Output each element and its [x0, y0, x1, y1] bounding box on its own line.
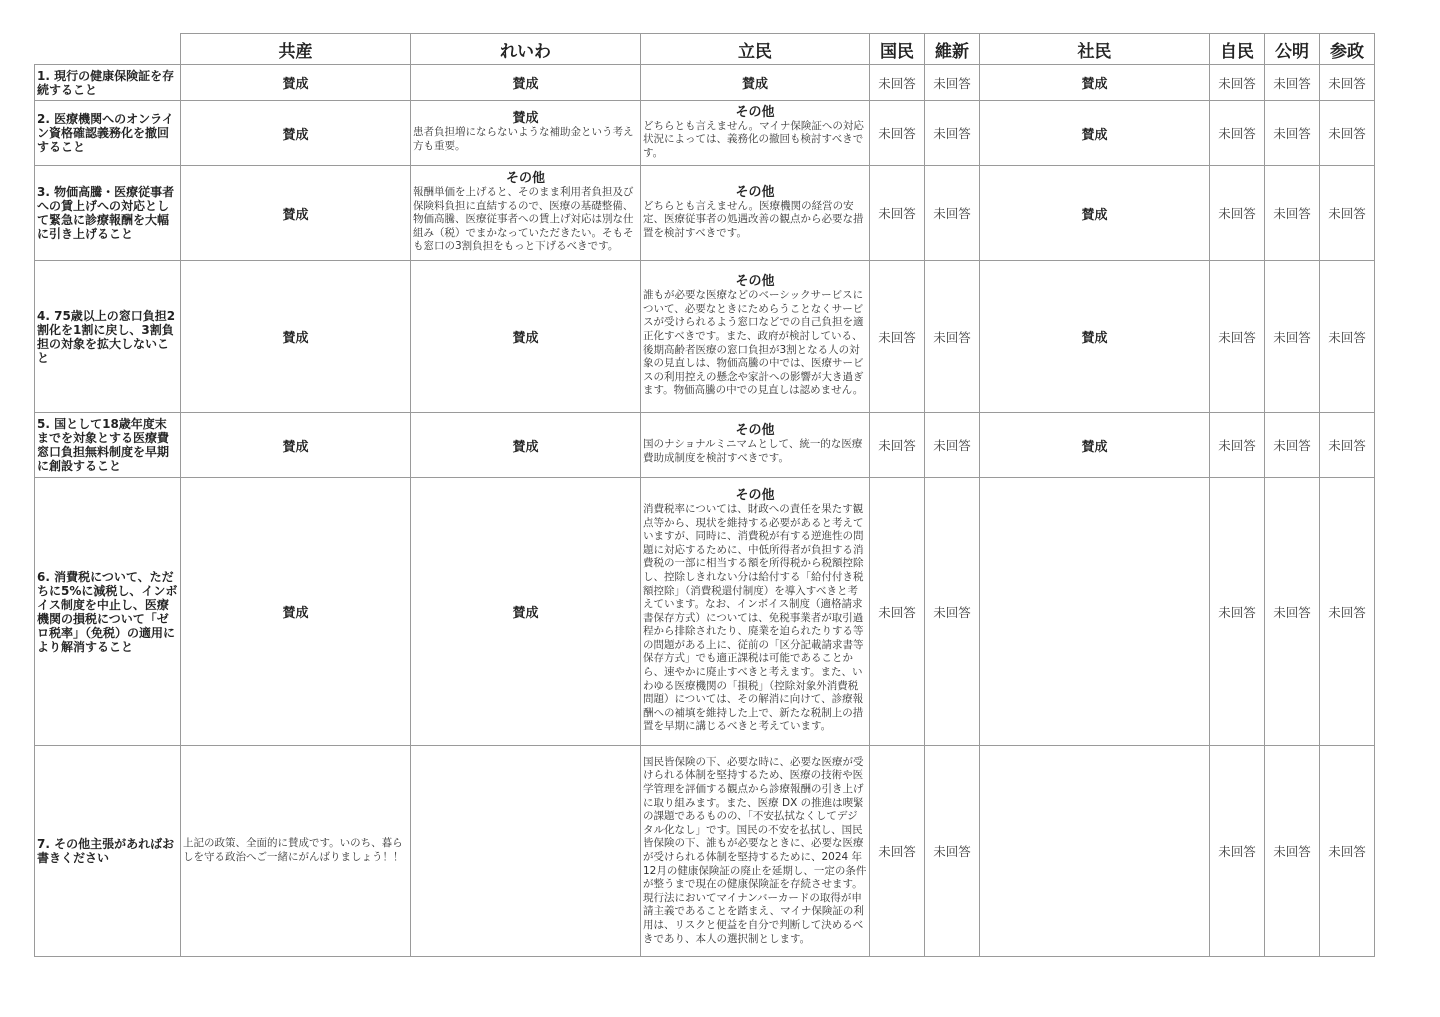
corner-cell: [35, 34, 181, 65]
answer-cell: [1320, 413, 1375, 478]
answer-cell: [411, 261, 641, 413]
question-text: その他主張があればお書きください: [37, 837, 175, 865]
answer-cell: [925, 65, 980, 101]
no-answer-label: 未回答: [933, 329, 971, 345]
no-answer-label: 未回答: [1273, 604, 1311, 620]
stance-comment: 国のナショナルミニマムとして、統一的な医療費助成制度を検討すべきです。: [643, 438, 863, 464]
answer-cell: [1320, 478, 1375, 746]
free-comment-cell: 国民皆保険の下、必要な時に、必要な医療が受けられる体制を堅持するため、医療の技術や医学管理を評価する観点から診療報酬の引き上げに取り組みます。また、医療 DX の推進は喫緊の課題であるものの、「不安払拭なくしてデジタル化なし」です。国民の不安を払拭し、国民皆保険の下、誰もが必要なときに、必要な医療が受けられる体制を堅持するために、2024 年 12月の健康保険証の廃止を延期し、一定の条件が整うまで現在の健康保険証を存続させます。現行法においてマイナンバーカードの取得が申請主義であることを踏まえ、マイナ保険証の利用は、リスクと便益を自分で判断して決めるべきであり、本人の選択制とします。: [641, 746, 870, 957]
question-cell: [35, 478, 181, 746]
no-answer-label: 未回答: [933, 438, 971, 453]
stance-label: 賛成: [1081, 439, 1108, 455]
question-cell: [35, 746, 181, 957]
answer-cell: [870, 101, 925, 166]
stance-comment: 誰もが必要な医療などのベーシックサービスについて、必要なときにためらうことなくサービスが受けられるよう窓口などでの自己負担を適正化すべきです。また、政府が検討している、後期高齢者医療の窓口負担が3割となる人の対象の見直しは、物価高騰の中では、医療サービスの利用控えの懸念や家計への影響が大き過ぎます。物価高騰の中での見直しは認めません。: [643, 289, 864, 397]
no-answer-label: 未回答: [933, 206, 971, 221]
answer-cell: [1210, 261, 1265, 413]
answer-cell: [181, 478, 411, 746]
stance-label: 賛成: [1081, 77, 1108, 92]
answer-cell: [870, 166, 925, 261]
stance-label: 賛成: [512, 439, 539, 455]
answer-cell: [870, 746, 925, 957]
no-answer-label: 未回答: [1218, 604, 1256, 620]
stance-label: その他: [735, 423, 775, 439]
question-number: 6.: [37, 569, 50, 584]
no-answer-label: 未回答: [1218, 126, 1256, 141]
no-answer-label: 未回答: [1218, 844, 1256, 859]
answer-cell: [641, 478, 870, 746]
stance-label: 賛成: [282, 331, 309, 346]
party-header: 参政: [1320, 34, 1375, 65]
answer-cell: [181, 101, 411, 166]
question-number: 2.: [37, 112, 50, 126]
question-cell: [35, 261, 181, 413]
no-answer-label: 未回答: [878, 75, 916, 91]
stance-comment: どちらとも言えません。マイナ保険証への対応状況によっては、義務化の撤回も検討すべきです。: [643, 119, 864, 159]
party-header: 自民: [1210, 34, 1265, 65]
answer-cell: [1265, 413, 1320, 478]
answer-cell: [181, 166, 411, 261]
answer-cell: [181, 65, 411, 101]
answer-cell: [1265, 101, 1320, 166]
no-answer-label: 未回答: [1218, 329, 1256, 345]
no-answer-label: 未回答: [878, 126, 916, 141]
answer-cell: [870, 413, 925, 478]
question-row: [35, 746, 1375, 957]
stance-label: その他: [735, 274, 775, 290]
stance-label: 賛成: [282, 606, 309, 621]
no-answer-label: 未回答: [933, 604, 971, 620]
answer-cell: [1210, 478, 1265, 746]
question-row: [35, 478, 1375, 746]
stance-label: その他: [735, 104, 775, 120]
answer-cell: [411, 166, 641, 261]
question-cell: [35, 101, 181, 166]
stance-comment: 報酬単価を上げると、そのまま利用者負担及び保険料負担に直結するので、医療の基礎整備、物価高騰、医療従事者への賃上げ対応は別な仕組み（税）でまかなっていただきたい。そもそも窓口の3割負担をもっと下げるべきです。: [413, 186, 634, 253]
no-answer-label: 未回答: [878, 844, 916, 859]
answer-cell: [925, 746, 980, 957]
question-text: 医療機関へのオンライン資格確認義務化を撤回すること: [37, 112, 174, 154]
no-answer-label: 未回答: [1328, 329, 1366, 345]
question-number: 3.: [37, 185, 50, 199]
answer-cell: [1320, 65, 1375, 101]
answer-cell: [980, 65, 1210, 101]
no-answer-label: 未回答: [1273, 329, 1311, 345]
no-answer-label: 未回答: [1273, 126, 1311, 141]
free-comment-cell: [980, 746, 1210, 957]
no-answer-label: 未回答: [1328, 844, 1366, 859]
no-answer-label: 未回答: [1328, 206, 1366, 221]
answer-cell: [870, 65, 925, 101]
stance-label: 賛成: [282, 207, 309, 223]
stance-label: 賛成: [282, 439, 309, 455]
free-comment-cell: 上記の政策、全面的に賛成です。いのち、暮らしを守る政治へご一緒にがんばりましょう！！: [181, 746, 411, 957]
party-header: 公明: [1265, 34, 1320, 65]
party-header: 国民: [870, 34, 925, 65]
answer-cell: [1320, 101, 1375, 166]
no-answer-label: 未回答: [1273, 438, 1311, 453]
question-text: 物価高騰・医療従事者への賃上げへの対応として緊急に診療報酬を大幅に引き上げること: [37, 185, 175, 241]
no-answer-label: 未回答: [933, 844, 971, 859]
answer-cell: [641, 101, 870, 166]
answer-cell: [925, 261, 980, 413]
answer-cell: [641, 261, 870, 413]
stance-label: その他: [735, 184, 775, 200]
answer-cell: [1265, 261, 1320, 413]
answer-cell: [980, 101, 1210, 166]
answer-cell: [1265, 65, 1320, 101]
policy-survey-table: [34, 33, 1375, 957]
stance-comment: 患者負担増にならないような補助金という考え方も重要。: [413, 126, 634, 152]
answer-cell: [925, 478, 980, 746]
stance-label: 賛成: [512, 331, 539, 346]
answer-cell: [925, 101, 980, 166]
stance-label: 賛成: [741, 77, 768, 92]
party-header-row: [35, 34, 1375, 65]
stance-label: 賛成: [1081, 331, 1108, 346]
no-answer-label: 未回答: [1218, 438, 1256, 453]
answer-cell: [980, 261, 1210, 413]
answer-cell: [925, 413, 980, 478]
answer-cell: [641, 413, 870, 478]
no-answer-label: 未回答: [1328, 438, 1366, 453]
question-text: 消費税について、ただちに5%に減税し、インボイス制度を中止し、医療機関の損税について「ゼロ税率」（免税）の適用により解消すること: [37, 569, 178, 654]
answer-cell: [980, 413, 1210, 478]
no-answer-label: 未回答: [878, 604, 916, 620]
answer-cell: [181, 261, 411, 413]
stance-comment: どちらとも言えません。医療機関の経営の安定、医療従事者の処遇改善の観点から必要な措置を検討すべきです。: [643, 199, 864, 239]
party-header: 立民: [641, 34, 870, 65]
question-cell: [35, 413, 181, 478]
question-text: 75歳以上の窓口負担2割化を1割に戻し、3割負担の対象を拡大しないこと: [37, 308, 176, 365]
stance-label: 賛成: [282, 77, 309, 92]
survey-body: [35, 65, 1375, 957]
answer-cell: [411, 101, 641, 166]
party-header: 共産: [181, 34, 411, 65]
answer-cell: [870, 261, 925, 413]
stance-label: 賛成: [1081, 127, 1108, 143]
question-row: [35, 101, 1375, 166]
stance-comment: 消費税率については、財政への責任を果たす観点等から、現状を維持する必要があると考えていますが、同時に、消費税が有する逆進性の問題に対応するために、中低所得者が負担する消費税の一部に相当する額を所得税から税額控除し、控除しきれない分は給付する「給付付き税額控除」（消費税還付制度）を導入すべきと考えています。なお、インボイス制度（適格請求書保存方式）については、免税事業者が取引過程から排除されたり、廃業を迫られたりする等の問題がある上に、従前の「区分記載請求書等保存方式」でも適正課税は可能であることから、速やかに廃止すべきと考えます。また、いわゆる医療機関の「損税」（控除対象外消費税問題）については、その解消に向けて、診療報酬への補填を維持した上で、新たな税制上の措置を早期に講じるべきと考えています。: [643, 502, 864, 733]
no-answer-label: 未回答: [1218, 75, 1256, 91]
question-text: 現行の健康保険証を存続すること: [37, 68, 175, 97]
answer-cell: [181, 413, 411, 478]
stance-label: 賛成: [512, 606, 539, 621]
answer-cell: [980, 166, 1210, 261]
question-number: 4.: [37, 308, 50, 323]
answer-cell: [1210, 65, 1265, 101]
answer-cell: [1265, 166, 1320, 261]
question-number: 1.: [37, 68, 50, 83]
no-answer-label: 未回答: [933, 126, 971, 141]
party-header: 維新: [925, 34, 980, 65]
answer-cell: [641, 65, 870, 101]
free-comment-cell: [411, 746, 641, 957]
stance-label: 賛成: [512, 77, 539, 92]
answer-cell: [925, 166, 980, 261]
no-answer-label: 未回答: [933, 75, 971, 91]
stance-label: 賛成: [282, 127, 309, 143]
answer-cell: [980, 478, 1210, 746]
stance-label: 賛成: [1081, 207, 1108, 223]
question-cell: [35, 166, 181, 261]
answer-cell: [411, 478, 641, 746]
question-number: 5.: [37, 417, 50, 431]
no-answer-label: 未回答: [1273, 75, 1311, 91]
no-answer-label: 未回答: [878, 438, 916, 453]
question-text: 国として18歳年度末までを対象とする医療費窓口負担無料制度を早期に創設すること: [37, 417, 170, 473]
answer-cell: [1210, 746, 1265, 957]
question-number: 7.: [37, 837, 50, 851]
answer-cell: [870, 478, 925, 746]
question-row: [35, 65, 1375, 101]
answer-cell: [411, 413, 641, 478]
answer-cell: [1265, 746, 1320, 957]
no-answer-label: 未回答: [1328, 604, 1366, 620]
no-answer-label: 未回答: [1273, 206, 1311, 221]
no-answer-label: 未回答: [1218, 206, 1256, 221]
party-header: 社民: [980, 34, 1210, 65]
no-answer-label: 未回答: [878, 206, 916, 221]
party-header: れいわ: [411, 34, 641, 65]
answer-cell: [1210, 413, 1265, 478]
stance-label: その他: [735, 487, 775, 503]
answer-cell: [1320, 166, 1375, 261]
answer-cell: [1320, 746, 1375, 957]
stance-label: その他: [505, 171, 545, 187]
question-row: [35, 261, 1375, 413]
answer-cell: [1265, 478, 1320, 746]
no-answer-label: 未回答: [878, 329, 916, 345]
no-answer-label: 未回答: [1328, 126, 1366, 141]
no-answer-label: 未回答: [1328, 75, 1366, 91]
stance-label: 賛成: [512, 111, 539, 127]
no-answer-label: 未回答: [1273, 844, 1311, 859]
question-row: [35, 413, 1375, 478]
answer-cell: [1210, 166, 1265, 261]
question-row: [35, 166, 1375, 261]
answer-cell: [641, 166, 870, 261]
answer-cell: [1210, 101, 1265, 166]
answer-cell: [411, 65, 641, 101]
answer-cell: [1320, 261, 1375, 413]
question-cell: [35, 65, 181, 101]
